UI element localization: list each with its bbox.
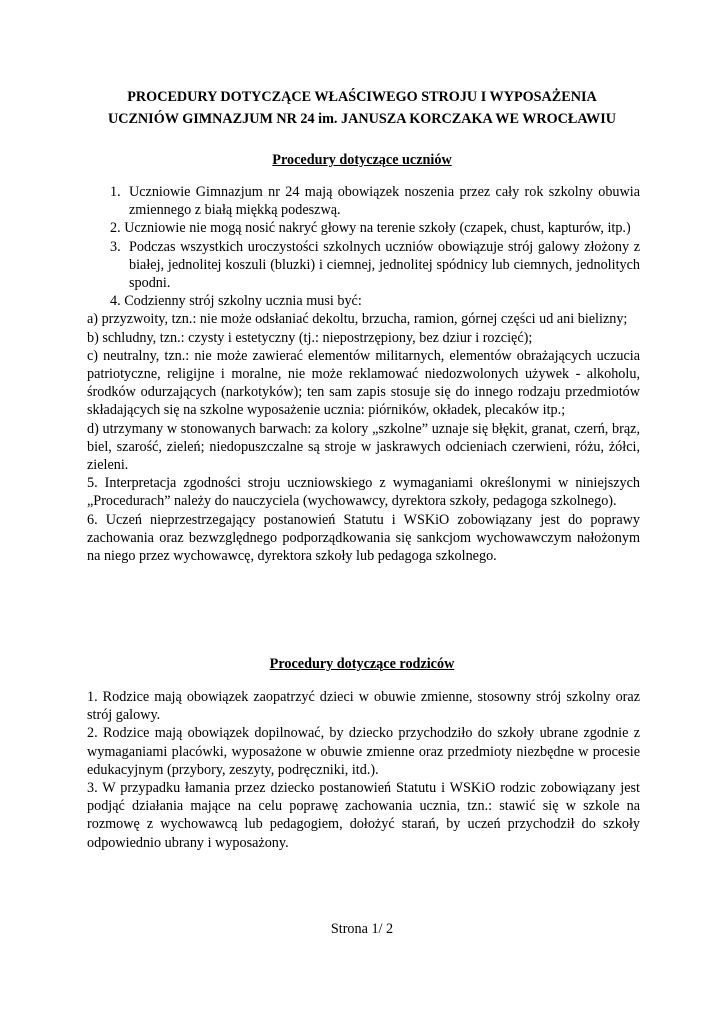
parents-heading: Procedury dotyczące rodziców [269, 656, 455, 672]
parents-item-1: 1. Rodzice mają obowiązek zaopatrzyć dzieci w obuwie zmienne, stosowny strój szkolny oraz strój galowy. [87, 689, 640, 724]
parents-item-3: 3. W przypadku łamania przez dziecko postanowień Statutu i WSKiO rodzic zobowiązany jest podjąć działania mające na celu poprawę zachowania ucznia, tzn.: stawić się w szkole na rozmowę z wychowawcą lub pedagogiem, dołożyć starań, by uczeń przychodził do szkoły odpowiednio ubrany i wyposażony. [87, 780, 640, 851]
parents-section [87, 688, 640, 852]
item-text: Podczas wszystkich uroczystości szkolnych uczniów obowiązuje strój galowy złożony z białej, jednolitej koszuli (bluzki) i ciemnej, jednolitej spódnicy lub ciemnych, jednolitych spodni. [129, 238, 640, 292]
students-item-1 [87, 183, 640, 219]
parents-item-2: 2. Rodzice mają obowiązek dopilnować, by dziecko przychodziło do szkoły ubrane zgodnie z wymaganiami placówki, wyposażone w obuwie zmienne oraz przedmioty niezbędne w procesie edukacyjnym (przybory, zeszyty, podręczniki, itd.). [87, 725, 640, 778]
students-item-5: 5. Interpretacja zgodności stroju uczniowskiego z wymaganiami określonymi w niniejszych „Procedurach” należy do nauczyciela (wychowawcy, dyrektora szkoły, pedagoga szkolnego). [87, 475, 640, 510]
title-line-2: UCZNIÓW GIMNAZJUM NR 24 im. JANUSZA KORCZAKA WE WROCŁAWIU [107, 111, 617, 127]
title-line-1: PROCEDURY DOTYCZĄCE WŁAŚCIWEGO STROJU I WYPOSAŻENIA [127, 89, 597, 105]
page-number: Strona 1/ 2 [330, 921, 394, 937]
document-title [0, 88, 724, 128]
students-item-4: 4. Codzienny strój szkolny ucznia musi być: [110, 293, 362, 310]
students-heading: Procedury dotyczące uczniów [272, 152, 452, 168]
students-item-4d: d) utrzymany w stonowanych barwach: za kolory „szkolne” uznaje się błękit, granat, czerń, brąz, biel, szarość, zieleń; niedopuszczalne są stroje w jaskrawych odcieniach czerwieni, różu, żółci, zieleni. [87, 420, 640, 474]
students-item-2: 2. Uczniowie nie mogą nosić nakryć głowy na terenie szkoły (czapek, chust, kapturów, itp.) [110, 220, 631, 237]
item-number: 1. [110, 184, 121, 200]
item-text: Uczniowie Gimnazjum nr 24 mają obowiązek noszenia przez cały rok szkolny obuwia zmiennego z białą miękką podeszwą. [129, 184, 640, 219]
item-number: 3. [110, 238, 121, 255]
students-item-4b: b) schludny, tzn.: czysty i estetyczny (tj.: niepostrzępiony, bez dziur i rozcięć); [87, 329, 533, 346]
students-item-3 [87, 238, 640, 293]
students-item-4c: c) neutralny, tzn.: nie może zawierać elementów militarnych, elementów obrażających uczucia patriotyczne, religijne i moralne, nie może reklamować niedozwolonych używek - alkoholu, środków odurzających (narkotyków); ten sam zapis stosuje się do innego rodzaju przedmiotów składających się na szkolne wyposażenie ucznia: piórników, okładek, plecaków itp.; [87, 347, 640, 419]
students-section [87, 183, 640, 565]
students-item-6: 6. Uczeń nieprzestrzegający postanowień Statutu i WSKiO zobowiązany jest do poprawy zachowania oraz bezwzględnego podporządkowania się sankcjom wychowawczym nałożonym na niego przez wychowawcę, dyrektora szkoły lub pedagoga szkolnego. [87, 511, 640, 565]
students-item-4a: a) przyzwoity, tzn.: nie może odsłaniać dekoltu, brzucha, ramion, górnej części ud ani bielizny; [87, 311, 628, 328]
